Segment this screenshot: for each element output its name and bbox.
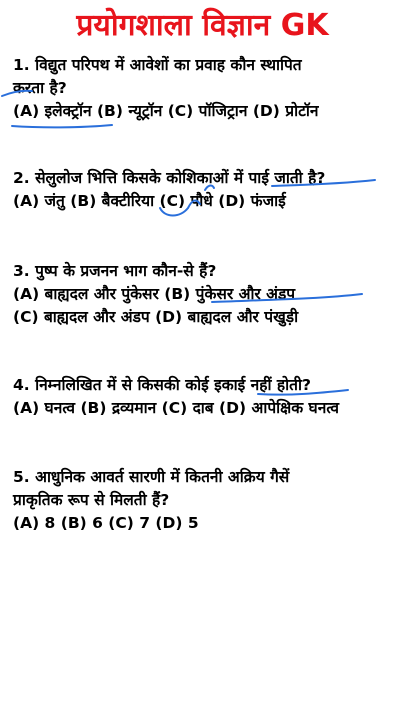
question-2-options: (A) जंतु (B) बैक्टीरिया (C) पौधे (D) फंजाई bbox=[13, 192, 286, 210]
question-2-line-1: 2. सेलुलोज भित्ति किसके कोशिकाओं में पाई जाती है? bbox=[13, 169, 326, 187]
question-1-options: (A) इलेक्ट्रॉन (B) न्यूट्रॉन (C) पॉजिट्रान (D) प्रोटॉन bbox=[13, 102, 319, 120]
question-4-options: (A) घनत्व (B) द्रव्यमान (C) दाब (D) आपेक्षिक घनत्व bbox=[13, 399, 340, 417]
question-5-line-2: प्राकृतिक रूप से मिलती हैं? bbox=[13, 491, 170, 509]
question-3-options-2: (C) बाह्यदल और अंडप (D) बाह्यदल और पंखुड़ी bbox=[13, 308, 299, 326]
question-5 bbox=[13, 466, 399, 535]
question-4 bbox=[13, 374, 399, 420]
question-1-line-2: करता है? bbox=[13, 79, 67, 97]
question-3 bbox=[13, 260, 399, 329]
question-1-line-1: 1. विद्युत परिपथ में आवेशों का प्रवाह कौन स्थापित bbox=[13, 56, 302, 74]
question-1 bbox=[13, 54, 399, 123]
question-2 bbox=[13, 167, 399, 213]
question-3-line-1: 3. पुष्प के प्रजनन भाग कौन-से हैं? bbox=[13, 262, 217, 280]
annotation-underline-q1-answer bbox=[12, 125, 112, 127]
question-3-options: (A) बाह्यदल और पुंकेसर (B) पुंकेसर और अंडप bbox=[13, 285, 296, 303]
page-title: प्रयोगशाला विज्ञान GK bbox=[76, 8, 329, 43]
question-5-options: (A) 8 (B) 6 (C) 7 (D) 5 bbox=[13, 514, 199, 532]
question-5-line-1: 5. आधुनिक आवर्त सारणी में कितनी अक्रिय गैसें bbox=[13, 468, 290, 486]
question-4-line-1: 4. निम्नलिखित में से किसकी कोई इकाई नहीं होती? bbox=[13, 376, 312, 394]
